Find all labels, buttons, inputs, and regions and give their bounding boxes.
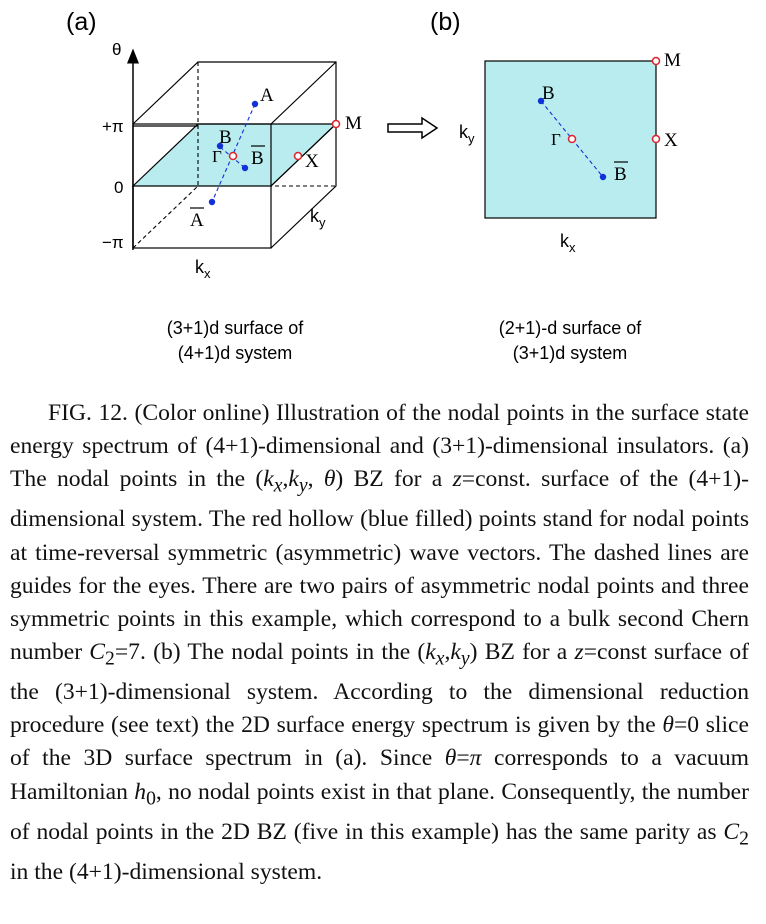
label-X: X [305, 151, 319, 172]
label-Bbar: B [251, 148, 264, 169]
label-Gamma-2d: Γ [551, 130, 561, 149]
nodal-point-Abar [209, 199, 215, 205]
tick-zero: 0 [114, 178, 124, 197]
label-X-2d: X [664, 130, 678, 151]
label-A: A [260, 85, 274, 106]
figure-caption [10, 397, 749, 889]
label-Gamma: Γ [212, 147, 222, 166]
panel-a-label: (a) [66, 8, 97, 36]
nodal-point-Bbar-2d [600, 174, 606, 180]
caption-paragraph: FIG. 12. (Color online) Illustration of the nodal points in the surface state energy spectrum of (4+1)-dimensional and (3+1)-dimensional insulators. (a) The nodal points in the ($k_x,k_y$, θ) BZ for a z=const. surface of the (4+1)-dimensional system. The red hollow (blue filled) points stand for nodal points at time-reversal symmetric (asymmetric) wave vectors. The dashed lines are guides for the eyes. There are two pairs of asymmetric nodal points and three symmetric points in this example, which correspond to a bulk second Chern number $C_2=7$. (b) The nodal points in the $(k_x,k_y)$ BZ for a z=const surface of the (3+1)-dimensional system. According to the dimensional reduction procedure (see text) the 2D surface energy spectrum is given by the θ=0 slice of the 3D surface spectrum in (a). Since θ=π corresponds to a vacuum Hamiltonian $h_0$, no nodal points exist in that plane. Consequently, the number of nodal points in the 2D BZ (five in this example) has the same parity as $C_2$ in the (4+1)-dimensional system. [10, 400, 749, 885]
panel-b [430, 8, 681, 255]
kx-axis-label-a: $k_x$ [195, 257, 211, 281]
figure-12 [0, 0, 766, 395]
tick-plus-pi: +π [102, 117, 124, 136]
ky-axis-label-a: $k_y$ [310, 206, 326, 230]
nodal-point-Gamma [230, 153, 237, 160]
tick-minus-pi: −π [102, 233, 124, 252]
panel-b-label: (b) [430, 8, 461, 36]
panel-a [66, 8, 362, 281]
nodal-point-M [333, 121, 340, 128]
nodal-point-X-2d [653, 136, 660, 143]
nodal-point-M-2d [653, 58, 660, 65]
nodal-point-X [295, 153, 302, 160]
ky-axis-label-b: $k_y$ [459, 122, 475, 146]
nodal-point-Bbar [242, 165, 248, 171]
subcaption-a: (3+1)d surface of (4+1)d system [166, 318, 304, 363]
nodal-point-A [252, 101, 258, 107]
label-B-2d: B [542, 83, 555, 104]
reduction-arrow [388, 118, 437, 138]
theta-axis-label: θ [112, 40, 122, 59]
kx-axis-label-b: $k_x$ [560, 231, 576, 255]
nodal-point-Gamma-2d [569, 136, 576, 143]
subcaption-b: (2+1)-d surface of (3+1)d system [498, 318, 642, 363]
label-Bbar-2d: B [614, 164, 627, 185]
label-B: B [219, 127, 232, 148]
label-M-2d: M [664, 50, 681, 71]
label-Abar: A [190, 210, 204, 231]
label-M: M [345, 113, 362, 134]
